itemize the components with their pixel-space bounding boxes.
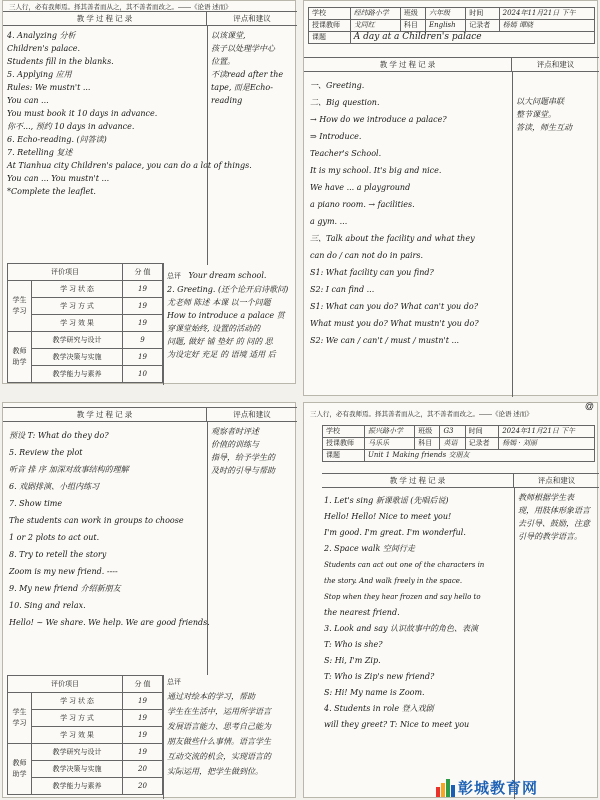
comments-column [207, 421, 297, 675]
school-value: 经纬路小学 [350, 8, 400, 20]
record-line: Zoom is my new friend. ---- [9, 567, 118, 576]
topic-value: Unit 1 Making friends 交朋友 [364, 450, 594, 462]
record-line: 6. Echo-reading. (问答读) [7, 135, 107, 144]
header-comments: 评点和建议 [233, 410, 271, 419]
header-comments: 评点和建议 [537, 476, 576, 485]
teacher-value: 马乐乐 [364, 438, 414, 450]
record-line: 3. Look and say 认识故事中的角色、表演 [324, 624, 479, 633]
class-label: 班级 [415, 426, 440, 438]
recorder-label: 记录者 [466, 20, 499, 32]
comment-line: 引导的教学语言。 [518, 532, 582, 541]
record-line: will they greet? T: Nice to meet you [324, 720, 470, 729]
comment-line: 观察者时评述 [211, 427, 259, 436]
eval-score: 19 [123, 693, 163, 710]
record-line: 6. 戏剧排演、小组内练习 [9, 482, 100, 491]
eval-item: 教学能力与素养 [32, 366, 123, 383]
watermark-logo-icon [436, 779, 454, 797]
comment-line: 不读read after the [211, 70, 284, 79]
lesson-info-table [322, 425, 595, 462]
header-comments: 评点和建议 [233, 14, 271, 23]
eval-score: 19 [123, 298, 163, 315]
record-line: You can ... [7, 96, 49, 105]
record-line: Teacher's School. [310, 149, 382, 158]
topic-label: 课题 [309, 32, 351, 44]
summary-line: Your dream school. [188, 271, 267, 280]
record-line: 7. Retelling 复述 [7, 148, 73, 157]
record-line: 2. Space walk 空间行走 [324, 544, 415, 553]
summary-line: 朋友做些什么事情。语言学生 [167, 737, 271, 746]
eval-item: 学 习 方 式 [32, 298, 123, 315]
evaluation-table [7, 263, 163, 383]
record-line: 10. Sing and relax. [9, 601, 86, 610]
record-line: You can ... You mustn't ... [7, 174, 110, 183]
summary-label: 总评 [167, 679, 181, 686]
school-label: 学校 [309, 8, 351, 20]
eval-item: 学 习 状 态 [32, 281, 123, 298]
class-value: G3 [440, 426, 465, 438]
comment-line: 以大问题串联 [516, 97, 564, 106]
eval-header-score: 分 值 [123, 264, 163, 281]
comment-line: 现，用肢体形象语言 [518, 506, 590, 515]
summary-line: 尤老师 陈述 本课 以一个问题 [167, 298, 271, 307]
comments-column [512, 71, 599, 397]
record-header [3, 11, 297, 26]
comments-column [514, 487, 599, 799]
record-line: Hello! Hello! Nice to meet you! [324, 512, 452, 521]
record-line: a gym. ... [310, 217, 348, 226]
school-value: 振兴路小学 [364, 426, 414, 438]
summary-line: 学生在生活中，运用所学语言 [167, 707, 271, 716]
summary-box [163, 263, 297, 385]
eval-score: 19 [123, 710, 163, 727]
record-line: Students can act out one of the characters in [324, 561, 485, 569]
eval-score: 19 [123, 315, 163, 332]
record-line: 一、Greeting. [310, 81, 365, 90]
record-line: You must book it 10 days in advance. [7, 109, 158, 118]
record-line: S: Hi, I'm Zip. [324, 656, 381, 665]
record-header [322, 473, 599, 488]
comments-column [207, 25, 297, 265]
record-line: 1. Let's sing 新课歌谣 (先唱后说) [324, 496, 449, 505]
record-line: Hello! ~ We share. We help. We are good friends. [9, 618, 210, 627]
record-line: 三、Talk about the facility and what they [310, 234, 475, 243]
comment-line: 及时的引导与帮助 [211, 466, 275, 475]
eval-item: 学 习 状 态 [32, 693, 123, 710]
record-line: the story. And walk freely in the space. [324, 577, 463, 585]
summary-line: 2. Greeting. (还个论开启诗歌问) [167, 285, 289, 294]
header-comments: 评点和建议 [536, 60, 575, 69]
record-line: T: Who is she? [324, 640, 383, 649]
subject-label: 科目 [415, 438, 440, 450]
eval-header-score: 分 值 [123, 676, 163, 693]
eval-score: 19 [123, 744, 163, 761]
recorder-value: 杨嫣 谭晓 [499, 20, 594, 32]
summary-line: 发展语言能力、思考自己能为 [167, 722, 271, 731]
eval-score: 20 [123, 778, 163, 795]
topic-label: 课题 [323, 450, 365, 462]
comment-line: 去引导、鼓励，注意 [518, 519, 590, 528]
record-line: 4. Analyzing 分析 [7, 31, 76, 40]
comment-line: 指导，给予学生的 [211, 453, 275, 462]
motto-text: 三人行，必有我师焉。择其善者而从之，其不善者而改之。——《论语 述而》 [310, 411, 533, 418]
logo-bar [446, 779, 450, 797]
class-value: 六年级 [425, 8, 465, 20]
eval-score: 19 [123, 727, 163, 744]
record-line: It is my school. It's big and nice. [310, 166, 442, 175]
record-line: Children's palace. [7, 44, 81, 53]
record-line: Rules: We mustn't ... [7, 83, 91, 92]
eval-item: 教学研究与设计 [32, 744, 123, 761]
record-line: T: Who is Zip's new friend? [324, 672, 435, 681]
eval-group-student: 学生 学习 [8, 693, 32, 744]
school-label: 学校 [323, 426, 365, 438]
record-line: Students fill in the blanks. [7, 57, 114, 66]
eval-item: 教学决策与实施 [32, 349, 123, 366]
record-line: 4. Students in role 登入戏剧 [324, 704, 434, 713]
teacher-label: 授课教师 [323, 438, 365, 450]
summary-line: 穿课堂始终, 设置的活动的 [167, 324, 261, 333]
summary-line: 问题, 做好 铺 垫好 的 问的 思 [167, 337, 273, 346]
subject-label: 科目 [400, 20, 425, 32]
motto-text: 三人行，必有我师焉。择其善者而从之，其不善者而改之。——《论语 述而》 [9, 4, 232, 11]
comment-line: 教师根据学生表 [518, 493, 574, 502]
record-line: 5. Review the plot [9, 448, 83, 457]
eval-item: 学 习 效 果 [32, 727, 123, 744]
comment-line: 以该课堂, [211, 31, 246, 40]
record-line: the nearest friend. [324, 608, 400, 617]
eval-group-teacher: 教师 助学 [8, 744, 32, 795]
eval-item: 学 习 方 式 [32, 710, 123, 727]
evaluation-table [7, 675, 163, 795]
header-process-record: 教 学 过 程 记 录 [3, 12, 207, 25]
observation-sheet-bottom-right [303, 402, 598, 798]
record-line: can do / can not do in pairs. [310, 251, 423, 260]
subject-value: 英语 [440, 438, 465, 450]
record-line: a piano room. → facilities. [310, 200, 415, 209]
eval-item: 教学研究与设计 [32, 332, 123, 349]
record-line: ⇒ Introduce. [310, 132, 362, 141]
record-line: S: Hi! My name is Zoom. [324, 688, 425, 697]
record-line: 7. Show time [9, 499, 63, 508]
eval-header-item: 评价项目 [8, 676, 123, 693]
time-value: 2024年11月21日 下午 [499, 8, 594, 20]
time-value: 2024年11月21日 下午 [499, 426, 595, 438]
eval-item: 教学能力与素养 [32, 778, 123, 795]
summary-line: 通过对绘本的学习，帮助 [167, 692, 255, 701]
record-line: 听音 排 序 加深对故事结构的理解 [9, 465, 129, 474]
comment-line: 整节课堂。 [516, 110, 556, 119]
teacher-label: 授课教师 [309, 20, 351, 32]
observation-sheet-bottom-left [2, 402, 296, 798]
observation-sheet-top-left [2, 0, 296, 384]
teacher-value: 戈同红 [350, 20, 400, 32]
header-process-record: 教 学 过 程 记 录 [3, 408, 207, 421]
record-line: *Complete the leaflet. [7, 187, 96, 196]
recorder-label: 记录者 [465, 438, 499, 450]
watermark-text: 彰城教育网 [457, 779, 538, 797]
logo-bar [441, 783, 445, 797]
eval-score: 20 [123, 761, 163, 778]
record-line: S2: We can / can't / must / mustn't ... [310, 336, 460, 345]
class-label: 班级 [400, 8, 425, 20]
record-line: 二、Big question. [310, 98, 380, 107]
eval-score: 10 [123, 366, 163, 383]
eval-item: 学 习 效 果 [32, 315, 123, 332]
record-line: I'm good. I'm great. I'm wonderful. [324, 528, 466, 537]
record-line: S1: What can you do? What can't you do? [310, 302, 478, 311]
logo-bar [451, 785, 455, 797]
record-line: S2: I can find ... [310, 285, 375, 294]
time-label: 时间 [466, 8, 499, 20]
page-mark: @ [584, 401, 594, 411]
eval-score: 9 [123, 332, 163, 349]
record-line: S1: What facility can you find? [310, 268, 434, 277]
comment-line: 答读，师生互动 [516, 123, 572, 132]
header-process-record: 教 学 过 程 记 录 [322, 474, 514, 487]
site-watermark [436, 777, 538, 798]
record-line: The students can work in groups to choose [9, 516, 184, 525]
record-line: 1 or 2 plots to act out. [9, 533, 100, 542]
comment-line: 位置。 [211, 57, 235, 66]
summary-box [163, 675, 297, 799]
eval-score: 19 [123, 281, 163, 298]
header-process-record: 教 学 过 程 记 录 [304, 58, 512, 71]
record-line: What must you do? What mustn't you do? [310, 319, 479, 328]
eval-score: 19 [123, 349, 163, 366]
record-line: We have ... a playground [310, 183, 411, 192]
time-label: 时间 [465, 426, 499, 438]
subject-value: English [425, 20, 465, 32]
record-line: 预设 T: What do they do? [9, 431, 109, 440]
record-line: At Tianhua city Children's palace, you can do a lot of things. [7, 161, 252, 170]
record-line: → How do we introduce a palace? [310, 115, 447, 124]
comment-line: tape, 而是Echo-reading [211, 83, 273, 105]
eval-group-student: 学生 学习 [8, 281, 32, 332]
summary-line: How to introduce a palace 贯 [167, 311, 285, 320]
record-line: 5. Applying 应用 [7, 70, 72, 79]
eval-header-item: 评价项目 [8, 264, 123, 281]
summary-label: 总评 [167, 273, 181, 280]
record-header [304, 57, 599, 72]
logo-bar [436, 787, 440, 797]
eval-item: 教学决策与实施 [32, 761, 123, 778]
comment-line: 价值的训练与 [211, 440, 259, 449]
comment-line: 孩子以处理学中心 [211, 44, 275, 53]
summary-line: 为设定好 充足 的 语境 适用 后 [167, 350, 276, 359]
process-record-body [310, 77, 510, 349]
lesson-info-table [308, 7, 595, 44]
record-header [3, 407, 297, 422]
eval-group-teacher: 教师 助学 [8, 332, 32, 383]
summary-line: 互动交流的机会，实现语言的 [167, 752, 271, 761]
summary-line: 实际运用，把学生做到位。 [167, 767, 263, 776]
record-line: 9. My new friend 介绍新朋友 [9, 584, 121, 593]
record-line: 你不..., 预约 10 days in advance. [7, 122, 135, 131]
process-record-body [9, 427, 210, 631]
record-line: Stop when they hear frozen and say hello to [324, 593, 481, 601]
record-line: 8. Try to retell the story [9, 550, 107, 559]
recorder-value: 杨嫣 · 刘丽 [499, 438, 595, 450]
process-record-body [324, 493, 512, 733]
observation-sheet-top-right [303, 0, 598, 396]
topic-value: A day at a Children's palace [350, 32, 594, 44]
